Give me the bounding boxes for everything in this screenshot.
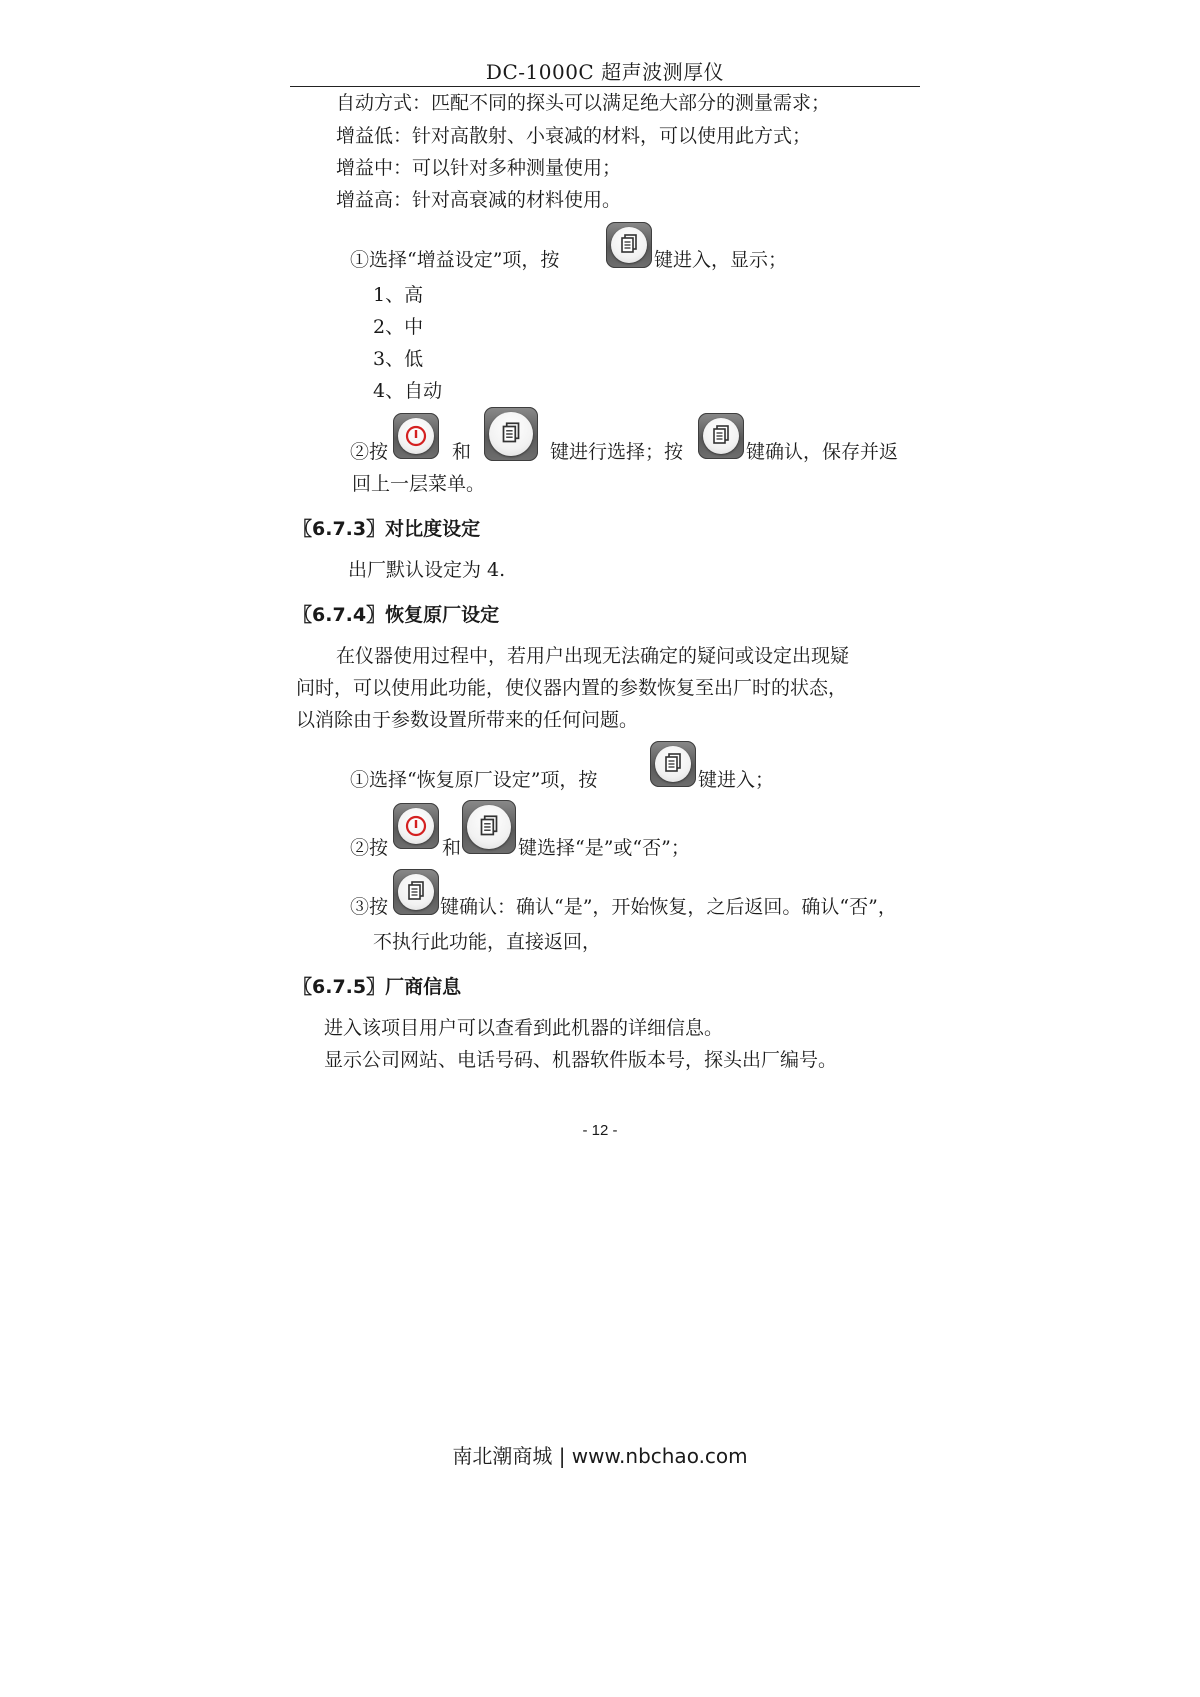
section-674-title: 〖6.7.4〗恢复原厂设定 [293,604,500,626]
gain-option-low: 3、低 [373,348,424,370]
gain-step1-text: ①选择“增益设定”项，按 [350,249,560,271]
reset-step2-prefix: ②按 [350,837,389,859]
intro-line-low: 增益低：针对高散射、小衰减的材料，可以使用此方式； [336,125,812,147]
menu-key-icon [393,869,439,915]
gain-step1-text-after: 键进入，显示； [654,249,788,271]
reset-step3-prefix: ③按 [350,896,389,918]
section-675-title: 〖6.7.5〗厂商信息 [293,976,462,998]
reset-step3-after: 键确认：确认“是”，开始恢复，之后返回。确认“否”， [440,896,897,918]
gain-option-auto: 4、自动 [373,380,443,402]
section-673-body: 出厂默认设定为 4. [348,559,506,581]
reset-step2-and: 和 [442,837,462,859]
menu-key-icon [484,407,538,461]
menu-key-icon [606,222,652,268]
gain-step2-prefix: ②按 [350,441,389,463]
gain-step2-after: 键确认，保存并返 [746,441,899,463]
reset-step1-after: 键进入； [698,769,775,791]
intro-line-high: 增益高：针对高衰减的材料使用。 [336,189,622,211]
power-key-icon [393,413,439,459]
menu-key-icon [650,741,696,787]
gain-step2-cont: 回上一层菜单。 [352,473,486,495]
section-674-para-line1: 在仪器使用过程中，若用户出现无法确定的疑问或设定出现疑 [336,645,850,667]
reset-step3-cont: 不执行此功能，直接返回， [373,931,602,953]
page-header-title: DC-1000C 超声波测厚仪 [485,60,725,84]
reset-step2-after: 键选择“是”或“否”； [518,837,690,859]
site-footer-link[interactable]: 南北潮商城 | www.nbchao.com [452,1444,748,1468]
section-675-line2: 显示公司网站、电话号码、机器软件版本号，探头出厂编号。 [324,1049,838,1071]
gain-option-mid: 2、中 [373,316,424,338]
intro-line-auto: 自动方式：匹配不同的探头可以满足绝大部分的测量需求； [336,92,831,114]
section-674-para-line2: 问时，可以使用此功能，使仪器内置的参数恢复至出厂时的状态， [296,677,848,699]
gain-step2-and: 和 [452,441,472,463]
power-key-icon [393,803,439,849]
page-number: - 12 - [582,1122,618,1139]
menu-key-icon [698,413,744,459]
gain-step2-mid: 键进行选择；按 [550,441,684,463]
gain-option-high: 1、高 [373,284,424,306]
header-divider [290,86,920,87]
menu-key-icon [462,800,516,854]
section-673-title: 〖6.7.3〗对比度设定 [293,518,481,540]
section-674-para-line3: 以消除由于参数设置所带来的任何问题。 [296,709,639,731]
reset-step1-text: ①选择“恢复原厂设定”项，按 [350,769,598,791]
section-675-line1: 进入该项目用户可以查看到此机器的详细信息。 [324,1017,724,1039]
intro-line-mid: 增益中：可以针对多种测量使用； [336,157,622,179]
